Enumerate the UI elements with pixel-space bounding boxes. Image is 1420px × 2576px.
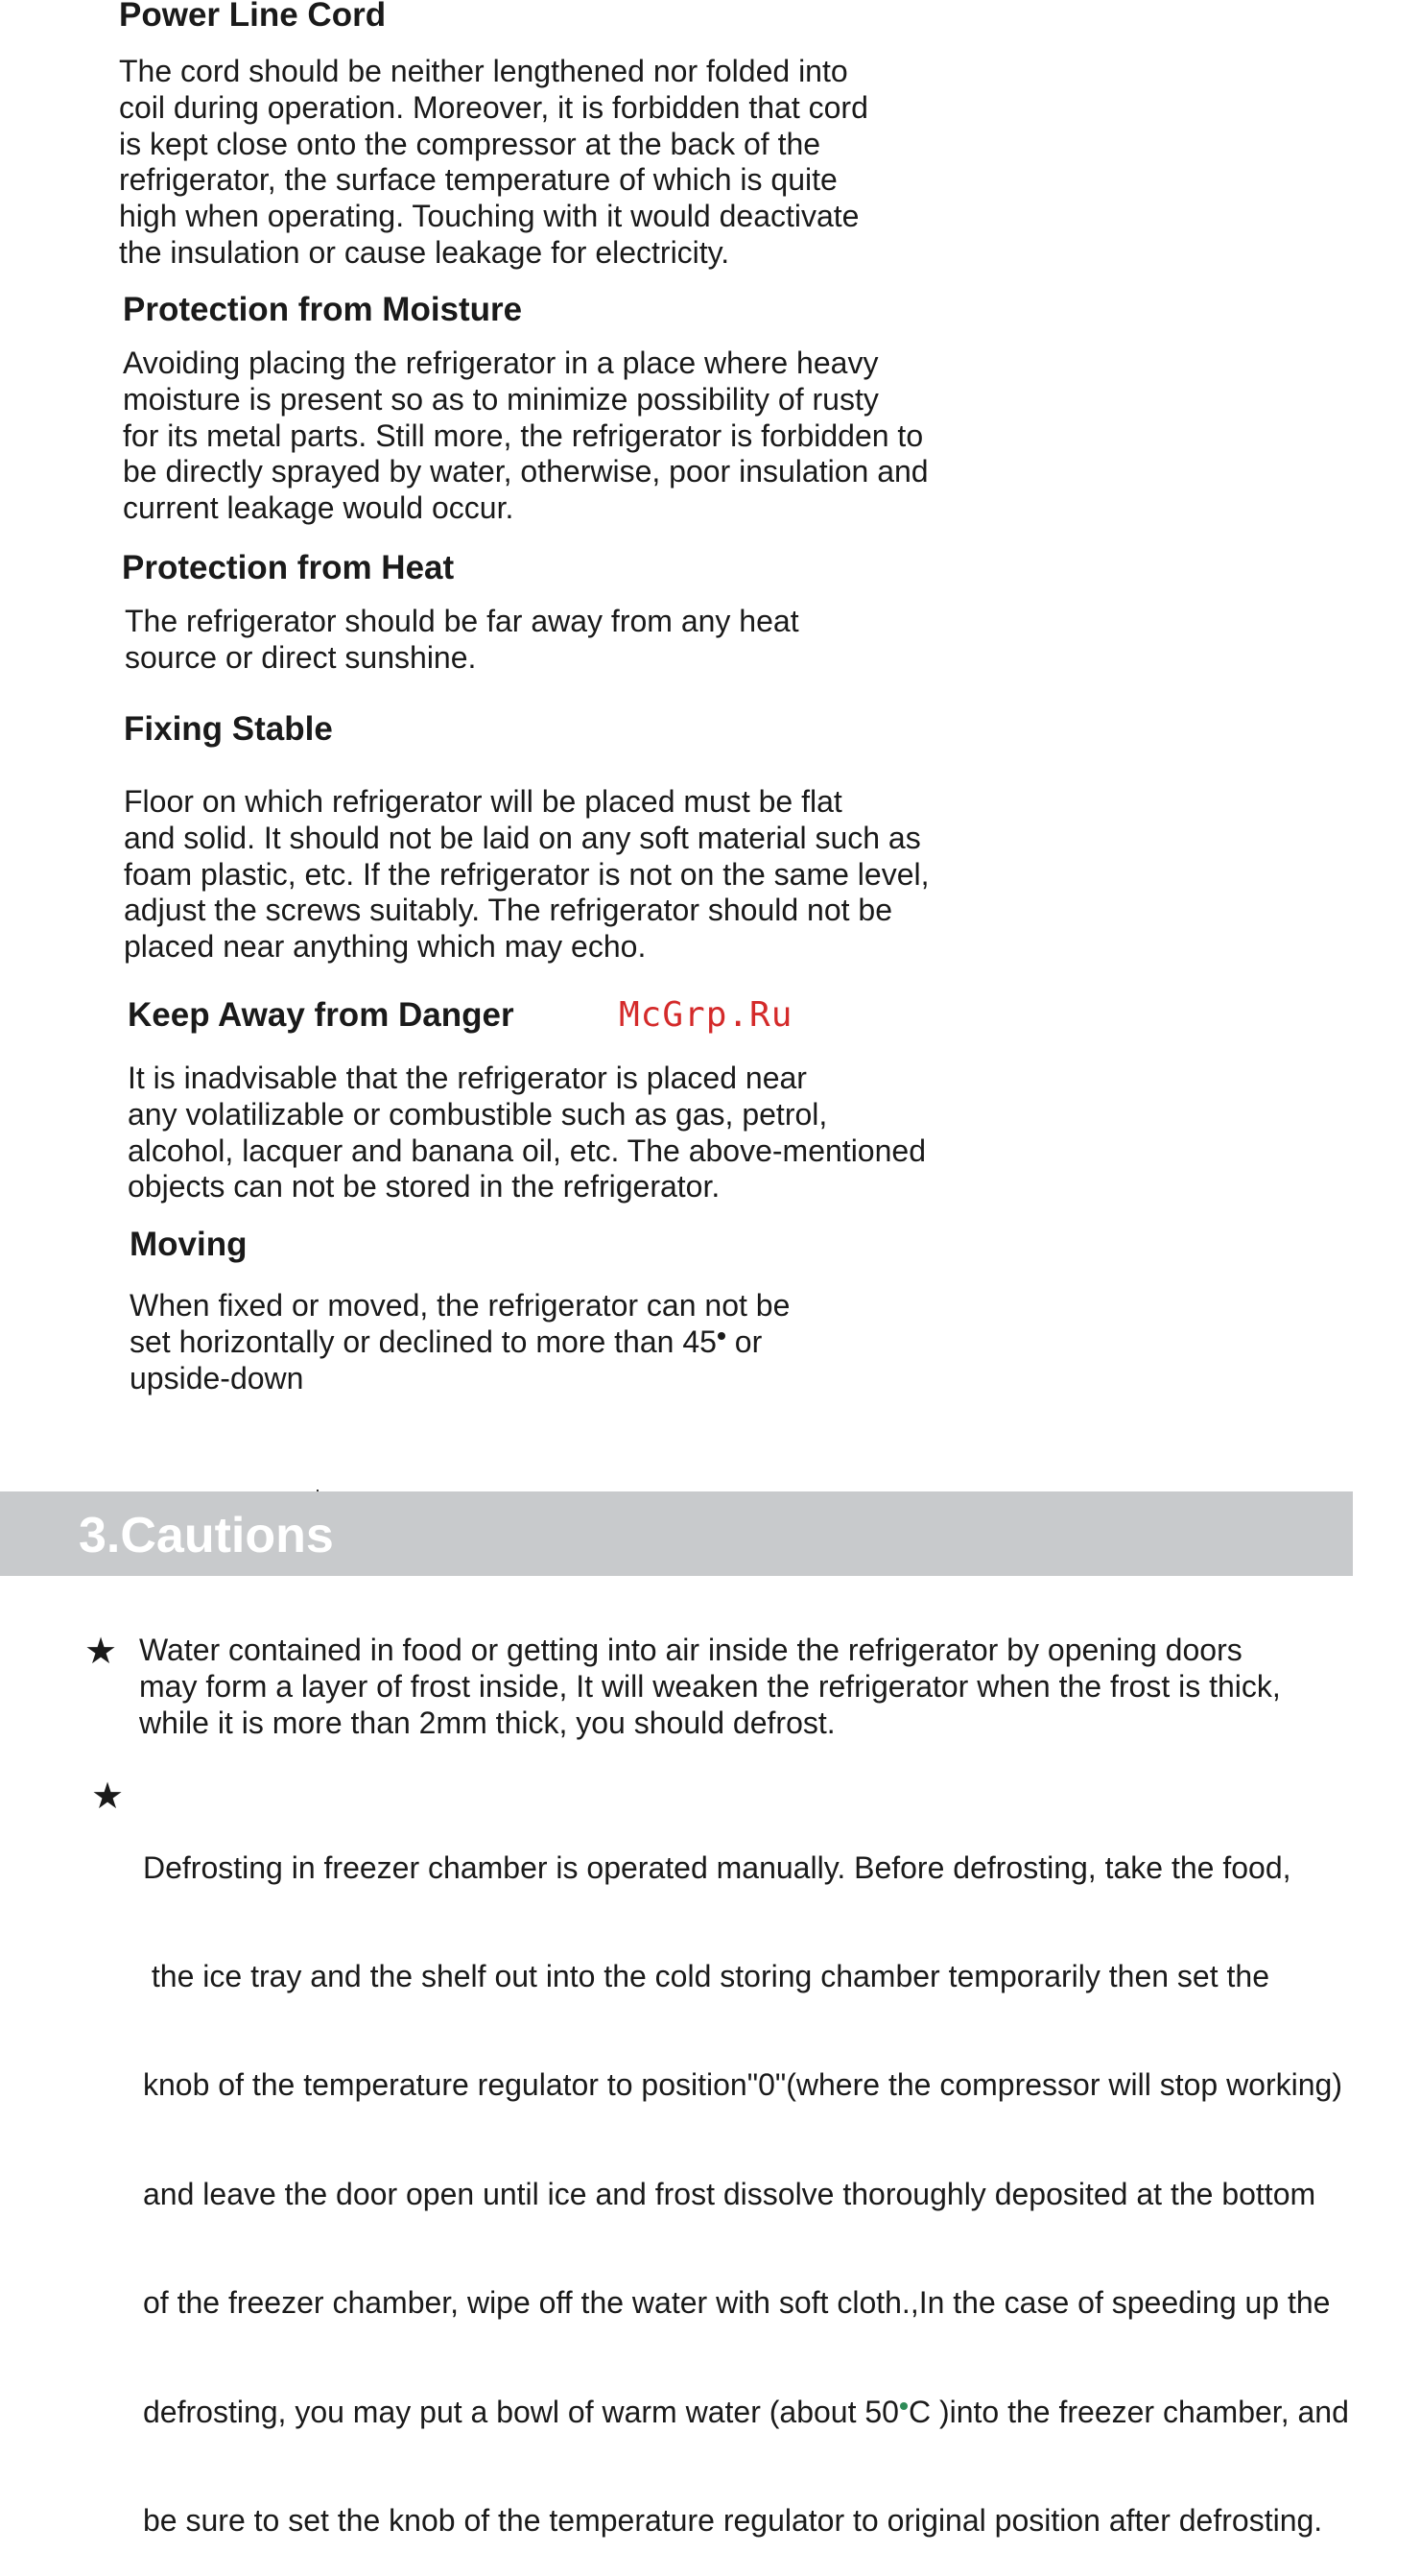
text-line: Defrosting in freezer chamber is operated manually. Before defrosting, take the food, bbox=[143, 1849, 1291, 1885]
text-line: may form a layer of frost inside, It will weaken the refrigerator when the frost is thick, bbox=[139, 1668, 1281, 1704]
text-fragment: or bbox=[725, 1324, 763, 1359]
degree-icon bbox=[718, 1332, 725, 1340]
text-line: and solid. It should not be laid on any soft material such as bbox=[124, 820, 921, 855]
text-line: the ice tray and the shelf out into the cold storing chamber temporarily then set the bbox=[143, 1958, 1269, 1993]
paragraph-protection-moisture bbox=[123, 346, 929, 527]
text-line: adjust the screws suitably. The refrigerator should not be bbox=[124, 893, 893, 928]
text-line: Floor on which refrigerator will be placed must be flat bbox=[124, 784, 842, 819]
text-line: alcohol, lacquer and banana oil, etc. The above-mentioned bbox=[128, 1133, 926, 1168]
text-line: foam plastic, etc. If the refrigerator is not on the same level, bbox=[124, 856, 930, 892]
caution-item-2 bbox=[143, 1777, 1349, 2576]
text-line: coil during operation. Moreover, it is forbidden that cord bbox=[119, 89, 868, 125]
heading-protection-heat: Protection from Heat bbox=[122, 549, 455, 586]
paragraph-keep-away-danger bbox=[128, 1061, 926, 1205]
text-line: Water contained in food or getting into air inside the refrigerator by opening doors bbox=[139, 1633, 1242, 1667]
text-line: upside-down bbox=[130, 1360, 304, 1395]
text-fragment: defrosting, you may put a bowl of warm water (about 50 bbox=[143, 2394, 899, 2429]
text-line: current leakage would occur. bbox=[123, 490, 514, 526]
text-line: of the freezer chamber, wipe off the water with soft cloth.,In the case of speeding up the bbox=[143, 2285, 1331, 2321]
text-line: be sure to set the knob of the temperature regulator to original position after defrosting. bbox=[143, 2502, 1323, 2538]
heading-keep-away-danger: Keep Away from Danger bbox=[128, 996, 514, 1034]
cautions-title: 3.Cautions bbox=[79, 1508, 334, 1563]
paragraph-fixing-stable bbox=[124, 784, 930, 966]
text-line: When fixed or moved, the refrigerator can not be bbox=[130, 1288, 791, 1323]
text-line: is kept close onto the compressor at the back of the bbox=[119, 126, 821, 161]
heading-fixing-stable: Fixing Stable bbox=[124, 710, 333, 748]
text-line: high when operating. Touching with it would deactivate bbox=[119, 199, 860, 234]
paragraph-protection-heat bbox=[125, 604, 799, 677]
text-line: and leave the door open until ice and frost dissolve thoroughly deposited at the bottom bbox=[143, 2176, 1316, 2211]
heading-power-line-cord: Power Line Cord bbox=[119, 0, 387, 34]
text-line: The cord should be neither lengthened nor folded into bbox=[119, 54, 848, 88]
text-line: objects can not be stored in the refrigerator. bbox=[128, 1169, 721, 1205]
text-line bbox=[143, 2395, 1349, 2431]
text-line: refrigerator, the surface temperature of which is quite bbox=[119, 162, 838, 198]
paragraph-moving bbox=[130, 1288, 790, 1396]
text-line: be directly sprayed by water, otherwise, poor insulation and bbox=[123, 454, 929, 489]
text-line: while it is more than 2mm thick, you should defrost. bbox=[139, 1705, 836, 1740]
heading-protection-moisture: Protection from Moisture bbox=[123, 291, 523, 328]
text-line: Avoiding placing the refrigerator in a place where heavy bbox=[123, 346, 879, 380]
text-line bbox=[130, 1324, 790, 1361]
star-icon: ★ bbox=[84, 1632, 118, 1672]
text-line: the insulation or cause leakage for electricity. bbox=[119, 234, 730, 270]
paragraph-power-line-cord bbox=[119, 54, 868, 272]
heading-moving: Moving bbox=[130, 1226, 248, 1263]
text-line: The refrigerator should be far away from any heat bbox=[125, 604, 799, 638]
text-line: for its metal parts. Still more, the refrigerator is forbidden to bbox=[123, 417, 924, 453]
star-icon: ★ bbox=[91, 1777, 125, 1817]
text-line: knob of the temperature regulator to position"0"(where the compressor will stop working) bbox=[143, 2067, 1342, 2103]
text-line: moisture is present so as to minimize possibility of rusty bbox=[123, 381, 879, 417]
degree-icon bbox=[900, 2402, 908, 2410]
text-line: any volatilizable or combustible such as gas, petrol, bbox=[128, 1096, 828, 1132]
text-line: source or direct sunshine. bbox=[125, 639, 477, 675]
text-line: placed near anything which may echo. bbox=[124, 929, 647, 965]
text-fragment: set horizontally or declined to more than 45 bbox=[130, 1324, 717, 1359]
text-line: It is inadvisable that the refrigerator is placed near bbox=[128, 1061, 807, 1095]
watermark-text: McGrp.Ru bbox=[619, 995, 793, 1035]
text-fragment: C )into the freezer chamber, and bbox=[908, 2394, 1349, 2429]
caution-item-1 bbox=[139, 1633, 1281, 1741]
cautions-banner bbox=[0, 1491, 1353, 1576]
